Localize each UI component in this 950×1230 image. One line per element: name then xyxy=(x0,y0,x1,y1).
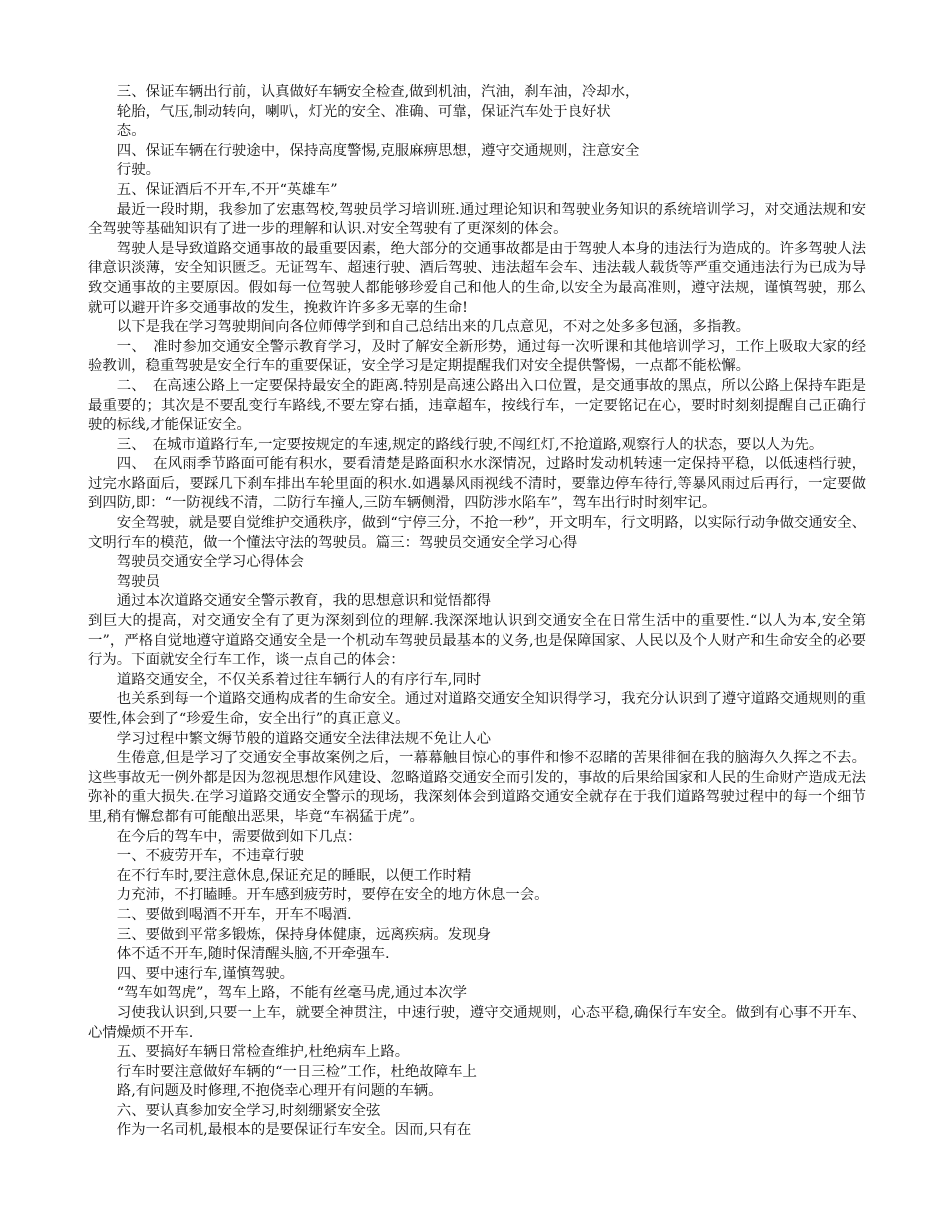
text-paragraph: 五、要搞好车辆日常检查维护,杜绝病车上路。 xyxy=(116,1044,410,1061)
text-paragraph: 通过本次道路交通安全警示教育，我的思想意识和觉悟都得 xyxy=(116,593,491,610)
text-paragraph: 习使我认识到,只要一上车，就要全神贯注，中速行驶，遵守交通规则，心态平稳,确保行车安全。做到有心事不开车、心情燥烦不开车. xyxy=(88,1004,866,1041)
text-paragraph: 路,有问题及时修理,不抱侥幸心理开有问题的车辆。 xyxy=(116,1083,443,1100)
text-paragraph: 二、 在高速公路上一定要保持最安全的距离.特别是高速公路出入口位置，是交通事故的黑点，所以公路上保持车距是最重要的；其次是不要乱变行车路线,不要左穿右插，违章超车，按线行车，一定要铭记在心，要时时刻刻提醒自己正确行驶的标线,才能保证安全。 xyxy=(88,377,866,434)
text-paragraph: 三、要做到平常多锻炼，保持身体健康，远离疾病。发现身 xyxy=(116,926,491,943)
text-paragraph: 驾驶员 xyxy=(116,573,160,590)
text-paragraph: 一、 准时参加交通安全警示教育学习，及时了解安全新形势，通过每一次听课和其他培训学习，工作上吸取大家的经验教训，稳重驾驶是安全行车的重要保证，安全学习是定期提醒我们对安全提供警惕，一点都不能松懈。 xyxy=(88,338,866,375)
text-paragraph: 驾驶员交通安全学习心得体会 xyxy=(116,554,304,571)
text-paragraph: 二、要做到喝酒不开车，开车不喝酒. xyxy=(116,906,352,923)
text-paragraph: “驾车如驾虎”，驾车上路，不能有丝毫马虎,通过本次学 xyxy=(116,985,468,1002)
text-paragraph: 力充沛，不打瞌睡。开车感到疲劳时，要停在安全的地方休息一会。 xyxy=(116,887,549,904)
text-paragraph: 体不适不开车,随时保清醒头脑,不开牵强车. xyxy=(116,946,390,963)
text-paragraph: 作为一名司机,最根本的是要保证行车安全。因而,只有在 xyxy=(116,1122,472,1139)
text-paragraph: 一、不疲劳开车，不违章行驶 xyxy=(116,848,304,865)
text-paragraph: 行车时要注意做好车辆的“一日三检”工作，杜绝故障车上 xyxy=(116,1063,477,1080)
text-paragraph: 六、要认真参加安全学习,时刻绷紧安全弦 xyxy=(116,1102,381,1119)
text-paragraph: 到巨大的提高，对交通安全有了更为深刻到位的理解.我深深地认识到交通安全在日常生活中的重要性.“以人为本,安全第一”，严格自觉地遵守道路交通安全是一个机动车驾驶员最基本的义务,也是保障国家、人民以及个人财产和生命安全的必要行为。下面就安全行车工作，谈一点自己的体会： xyxy=(88,613,866,669)
text-paragraph: 在今后的驾车中，需要做到如下几点： xyxy=(116,828,362,845)
text-paragraph: 最近一段时期，我参加了宏惠驾校,驾驶员学习培训班.通过理论知识和驾驶业务知识的系统培训学习，对交通法规和安全驾驶等基础知识有了进一步的理解和认识.对安全驾驶有了更深刻的体会。 xyxy=(88,201,866,238)
text-paragraph: 四、要中速行车,谨慎驾驶。 xyxy=(116,965,295,982)
text-paragraph: 四、保证车辆在行驶途中，保持高度警惕,克服麻痹思想，遵守交通规则，注意安全 xyxy=(116,142,640,159)
text-paragraph: 生倦意,但是学习了交通安全事故案例之后，一幕幕触目惊心的事件和惨不忍睹的苦果徘徊在我的脑海久久挥之不去。这些事故无一例外都是因为忽视思想作风建设、忽略道路交通安全而引发的，事故的后果给国家和人民的生命财产造成无法弥补的重大损失.在学习道路交通安全警示的现场，我深刻体会到道路交通安全就存在于我们道路驾驶过程中的每一个细节里,稍有懈怠都有可能酿出恶果，毕竟“车祸猛于虎”。 xyxy=(88,750,866,825)
text-paragraph: 学习过程中繁文缛节般的道路交通安全法律法规不免让人心 xyxy=(116,730,491,747)
text-paragraph: 三、 在城市道路行车,一定要按规定的车速,规定的路线行驶,不闯红灯,不抢道路,观察行人的状态，要以人为先。 xyxy=(116,436,824,453)
text-paragraph: 态。 xyxy=(116,123,146,140)
text-paragraph: 以下是我在学习驾驶期间向各位师傅学到和自己总结出来的几点意见，不对之处多多包涵，多指教。 xyxy=(116,319,750,336)
text-paragraph: 三、保证车辆出行前，认真做好车辆安全检查,做到机油，汽油，刹车油，冷却水， xyxy=(116,84,640,100)
text-paragraph: 四、 在风雨季节路面可能有积水，要看清楚是路面积水水深情况，过路时发动机转速一定保持平稳，以低速档行驶，过完水路面后，要踩几下刹车排出车轮里面的积水.如遇暴风雨视线不清时，要靠边停车待行,等暴风雨过后再行，一定要做到四防,即：“一防视线不清，二防行车撞人,三防车辆侧滑，四防涉水陷车”，驾车出行时时刻牢记。 xyxy=(88,456,866,512)
text-paragraph: 也关系到每一个道路交通构成者的生命安全。通过对道路交通安全知识得学习，我充分认识到了遵守道路交通规则的重要性,体会到了“珍爱生命，安全出行”的真正意义。 xyxy=(88,691,866,727)
document-body xyxy=(88,83,866,1141)
text-paragraph: 安全驾驶，就是要自觉维护交通秩序，做到“宁停三分，不抢一秒”，开文明车，行文明路，以实际行动争做交通安全、文明行车的模范，做一个懂法守法的驾驶员。篇三：驾驶员交通安全学习心得 xyxy=(88,515,866,551)
text-paragraph: 五、保证酒后不开车,不开“英雄车” xyxy=(116,181,338,198)
text-paragraph: 驾驶人是导致道路交通事故的最重要因素，绝大部分的交通事故都是由于驾驶人本身的违法行为造成的。许多驾驶人法律意识淡薄，安全知识匮乏。无证驾车、超速行驶、酒后驾驶、违法超车会车、违法载人载货等严重交通违法行为已成为导致交通事故的主要原因。假如每一位驾驶人都能够珍爱自己和他人的生命,以安全为最高准则，遵守法规，谨慎驾驶，那么就可以避开许多交通事故的发生，挽救许许多多无辜的生命! xyxy=(88,240,866,316)
text-paragraph: 轮胎，气压,制动转向，喇叭，灯光的安全、准确、可靠，保证汽车处于良好状 xyxy=(116,103,611,120)
text-paragraph: 在不行车时,要注意休息,保证充足的睡眠，以便工作时精 xyxy=(116,867,472,884)
text-paragraph: 道路交通安全，不仅关系着过往车辆行人的有序行车,同时 xyxy=(116,671,482,688)
text-paragraph: 行驶。 xyxy=(116,162,160,179)
